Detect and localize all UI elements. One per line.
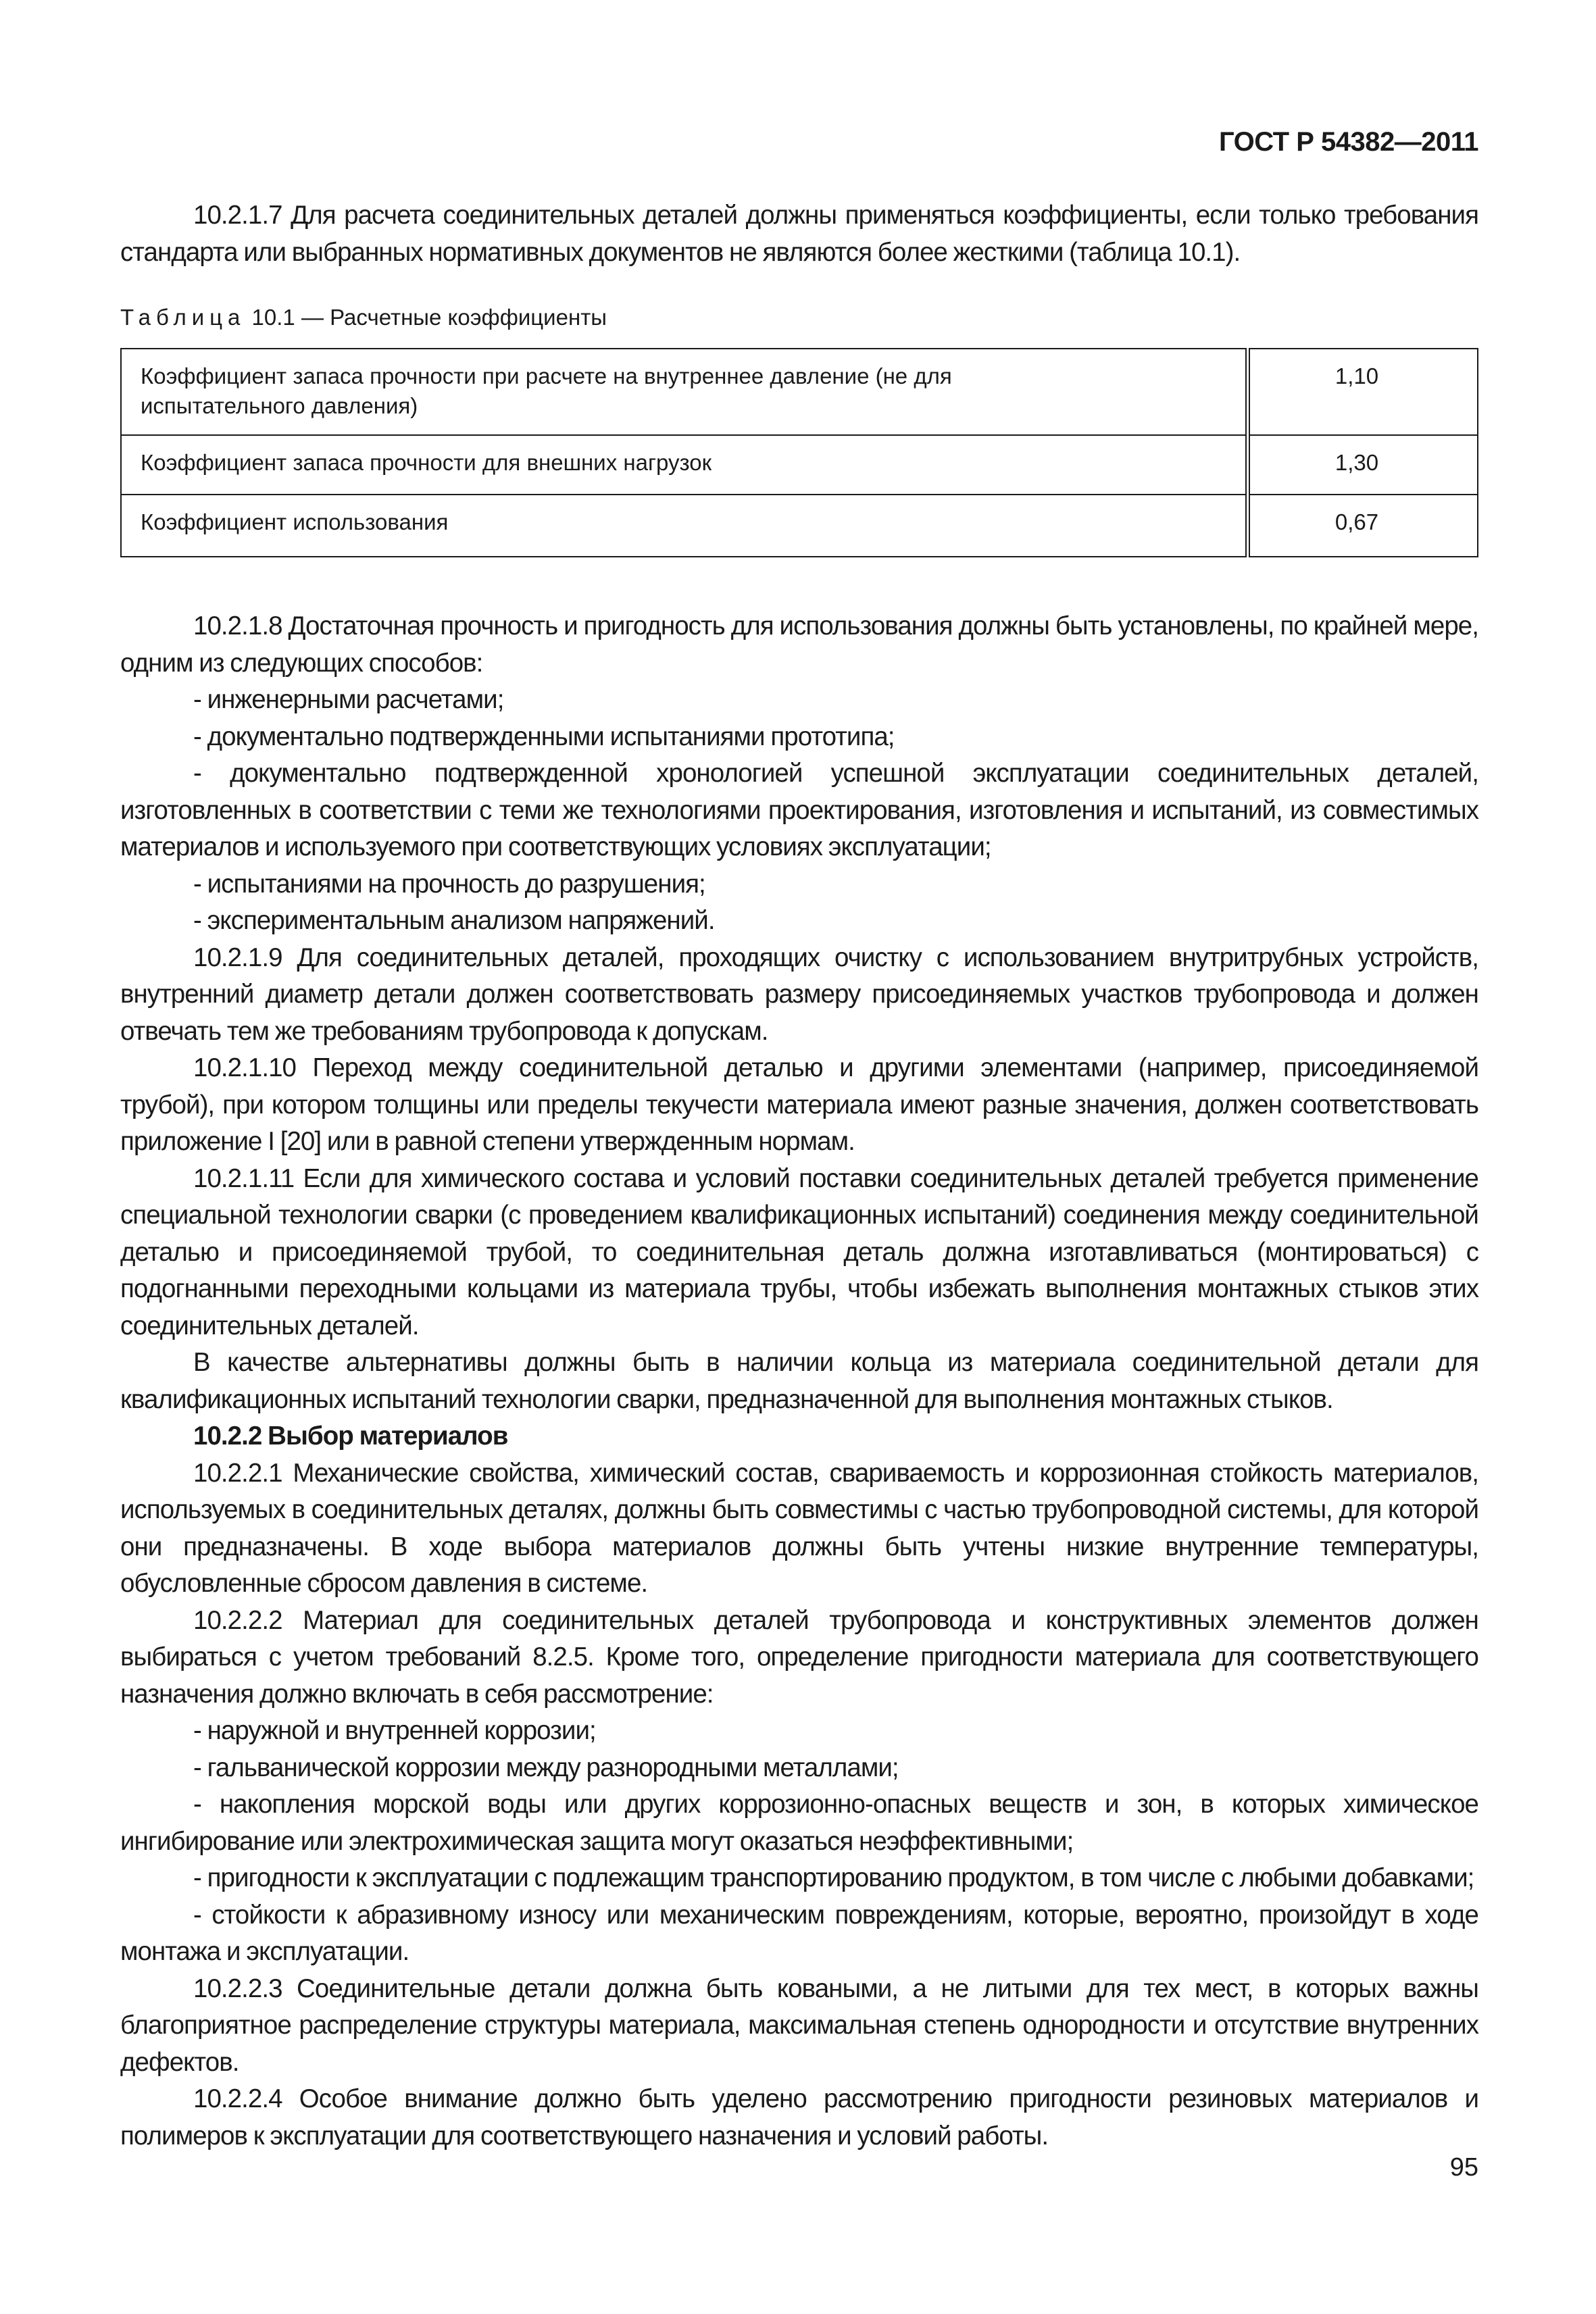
paragraph-10-2-2-4: 10.2.2.4 Особое внимание должно быть уделено рассмотрению пригодности резиновых материалов и полимеров к эксплуатации для соответствующего назначения и условий работы. [120, 2084, 1478, 2150]
paragraph-10-2-1-9: 10.2.1.9 Для соединительных деталей, проходящих очистку с использованием внутритрубных устройств, внутренний диаметр детали должен соответствовать размеру присоединяемых участков трубопровода и должен отвечать тем же требованиям трубопровода к допускам. [120, 942, 1478, 1046]
paragraph-10-2-1-10: 10.2.1.10 Переход между соединительной деталью и другими элементами (например, присоединяемой трубой), при котором толщины или пределы текучести материала имеют разные значения, должен соответствовать приложение I [20] или в равной степени утвержденным нормам. [120, 1053, 1478, 1156]
table-cell-value: 0,67 [1248, 495, 1478, 557]
table-caption-title: 10.1 — Расчетные коэффициенты [245, 305, 607, 330]
list-item: - пригодности к эксплуатации с подлежащим транспортированию продуктом, в том числе с любыми добавками; [193, 1863, 1474, 1892]
table-cell-label: Коэффициент запаса прочности при расчете на внутреннее давление (не для испытательного давления) [121, 349, 1248, 435]
list-item: - испытаниями на прочность до разрушения; [193, 869, 705, 899]
main-text [120, 608, 1478, 2155]
table-row [121, 495, 1478, 557]
document-standard-code: ГОСТ Р 54382—2011 [1219, 127, 1478, 157]
list-item: - стойкости к абразивному износу или механическим повреждениям, которые, вероятно, произойдут в ходе монтажа и эксплуатации. [120, 1900, 1478, 1966]
paragraph-10-2-1-11: 10.2.1.11 Если для химического состава и условий поставки соединительных деталей требуется применение специальной технологии сварки (с проведением квалификационных испытаний) соединения между соединительной деталью и присоединяемой трубой, то соединительная деталь должна изготавливаться (монтироваться) с подогнанными переходными кольцами из материала трубы, чтобы избежать выполнения монтажных стыков этих соединительных деталей. [120, 1163, 1478, 1340]
table-row [121, 349, 1478, 435]
table-row [121, 435, 1478, 495]
intro-section [120, 197, 1478, 271]
paragraph-alternative: В качестве альтернативы должны быть в наличии кольца из материала соединительной детали для квалификационных испытаний технологии сварки, предназначенной для выполнения монтажных стыков. [120, 1348, 1478, 1414]
table-cell-value: 1,30 [1248, 435, 1478, 495]
list-item: - инженерными расчетами; [193, 685, 504, 714]
table-caption-label: Таблица [120, 305, 246, 330]
list-item: - документально подтвержденными испытаниями прототипа; [193, 722, 895, 751]
document-page [120, 0, 1478, 2314]
paragraph-10-2-2-2: 10.2.2.2 Материал для соединительных деталей трубопровода и конструктивных элементов должен выбираться с учетом требований 8.2.5. Кроме того, определение пригодности материала для соответствующего назначения должно включать в себя рассмотрение: [120, 1605, 1478, 1709]
section-heading-10-2-2: 10.2.2 Выбор материалов [193, 1422, 508, 1451]
paragraph-10-2-1-8: 10.2.1.8 Достаточная прочность и пригодность для использования должны быть установлены, по крайней мере, одним из следующих способов: [120, 611, 1478, 678]
table-cell-label: Коэффициент запаса прочности для внешних нагрузок [121, 435, 1248, 495]
table-cell-label: Коэффициент использования [121, 495, 1248, 557]
page-number: 95 [1449, 2153, 1478, 2182]
paragraph-10-2-2-1: 10.2.2.1 Механические свойства, химический состав, свариваемость и коррозионная стойкость материалов, используемых в соединительных деталях, должны быть совместимы с частью трубопроводной системы, для которой они предназначены. В ходе выбора материалов должны быть учтены низкие внутренние температуры, обусловленные сбросом давления в системе. [120, 1458, 1478, 1598]
list-item: - гальванической коррозии между разнородными металлами; [193, 1753, 899, 1782]
paragraph-10-2-2-3: 10.2.2.3 Соединительные детали должна быть коваными, а не литыми для тех мест, в которых важны благоприятное распределение структуры материала, максимальная степень однородности и отсутствие внутренних дефектов. [120, 1973, 1478, 2077]
table-caption [120, 303, 607, 332]
list-item: - накопления морской воды или других коррозионно-опасных веществ и зон, в которых химическое ингибирование или электрохимическая защита могут оказаться неэффективными; [120, 1790, 1478, 1856]
list-item: - наружной и внутренней коррозии; [193, 1716, 596, 1745]
paragraph-10-2-1-7: 10.2.1.7 Для расчета соединительных деталей должны применяться коэффициенты, если только требования стандарта или выбранных нормативных документов не являются более жесткими (таблица 10.1). [120, 201, 1478, 267]
list-item: - экспериментальным анализом напряжений. [193, 906, 715, 935]
table-cell-value: 1,10 [1248, 349, 1478, 435]
coefficients-table [120, 348, 1478, 557]
list-item: - документально подтвержденной хронологией успешной эксплуатации соединительных деталей, изготовленных в соответствии с теми же технологиями проектирования, изготовления и испытаний, из совместимых материалов и используемого при соответствующих условиях эксплуатации; [120, 759, 1478, 861]
